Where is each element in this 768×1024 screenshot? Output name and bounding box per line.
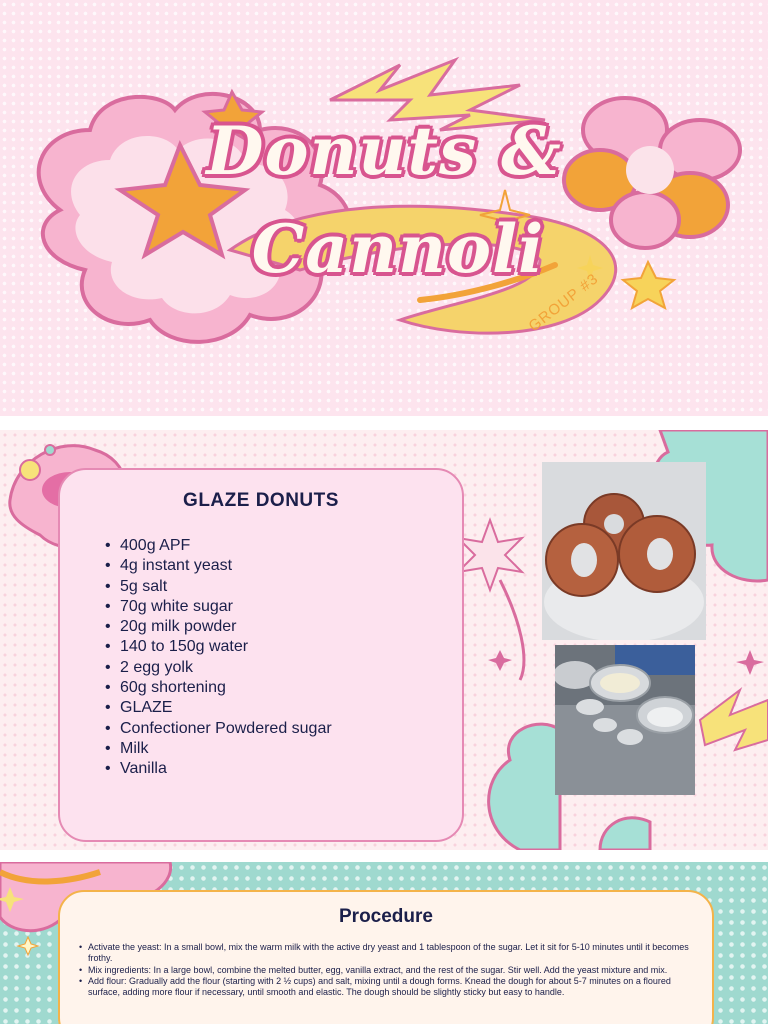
- list-item: • Activate the yeast: In a small bowl, mix the warm milk with the active dry yeast and 1 tablespoon of the sugar. Let it sit for 5-10 minutes until it becomes frothy.: [88, 942, 700, 965]
- procedure-list: [88, 942, 700, 998]
- list-item: • 140 to 150g water: [120, 637, 332, 657]
- list-item: • Confectioner Powdered sugar: [120, 719, 332, 739]
- list-item: • 70g white sugar: [120, 597, 332, 617]
- lightning-right-icon: [700, 690, 768, 750]
- card-heading: Procedure: [339, 906, 433, 927]
- list-item: • Mix ingredients: In a large bowl, combine the melted butter, egg, vanilla extract, and the rest of the sugar. Stir well. Add the yeast mixture and mix.: [88, 965, 700, 976]
- ingredient-list: [120, 536, 332, 780]
- title-slide: [0, 0, 768, 416]
- title-line-2: Cannoli: [251, 210, 545, 288]
- starburst-icon: [458, 520, 522, 590]
- title-line-1: Donuts &: [206, 112, 562, 190]
- list-item: • 5g salt: [120, 577, 332, 597]
- list-item: • 4g instant yeast: [120, 556, 332, 576]
- list-item: • 400g APF: [120, 536, 332, 556]
- ingredients-card: [58, 468, 464, 842]
- donuts-photo: [542, 462, 706, 640]
- cloud-bottom-icon: [489, 724, 560, 850]
- title-decoration-art: [0, 0, 768, 416]
- list-item: • 60g shortening: [120, 678, 332, 698]
- list-item: • Add flour: Gradually add the flour (starting with 2 ½ cups) and salt, mixing until a dough forms. Knead the dough for about 5-7 minutes on a floured surface, adding more flour if necessary, until smooth and elastic. The dough should be slightly sticky but easy to handle.: [88, 976, 700, 999]
- list-item: • Vanilla: [120, 759, 332, 779]
- donuts-illustration: [542, 462, 706, 640]
- list-item: • 20g milk powder: [120, 617, 332, 637]
- procedure-card: [58, 890, 714, 1024]
- list-item: • GLAZE: [120, 698, 332, 718]
- mixing-bowls-photo: [555, 645, 695, 795]
- card-heading: GLAZE DONUTS: [183, 490, 339, 511]
- list-item: • Milk: [120, 739, 332, 759]
- bowls-illustration: [555, 645, 695, 795]
- list-item: • 2 egg yolk: [120, 658, 332, 678]
- glaze-donuts-slide: [0, 430, 768, 850]
- procedure-slide: [0, 862, 768, 1024]
- group-label: GROUP #3: [525, 270, 602, 335]
